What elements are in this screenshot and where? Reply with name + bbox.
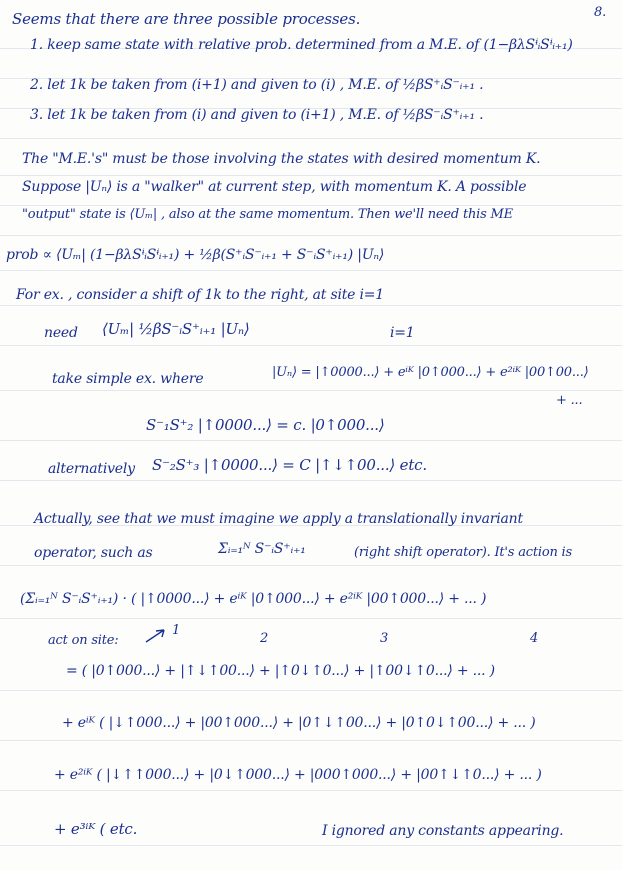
- operator-label: operator, such as: [34, 545, 153, 561]
- probability-formula: prob ∝ ⟨Uₘ| (1−βλSᶤᵢSᶤᵢ₊₁) + ½β(S⁺ᵢS⁻ᵢ₊₁ + S⁻ᵢS⁺ᵢ₊₁) |Uₙ⟩: [6, 247, 385, 263]
- action-label: (right shift operator). It's action is: [354, 545, 572, 560]
- intro-line: Seems that there are three possible processes.: [12, 10, 361, 28]
- arrow-icon: [142, 626, 172, 646]
- site-label: 4: [530, 631, 539, 646]
- paragraph-line: The "M.E.'s" must be those involving the states with desired momentum K.: [22, 151, 541, 167]
- site-label: 2: [260, 631, 269, 646]
- ruled-line: [0, 235, 622, 236]
- process-1: 1. keep same state with relative prob. determined from a M.E. of (1−βλSᶤᵢSᶤᵢ₊₁): [30, 37, 573, 53]
- expansion-row: + eⁱᴷ ( |↓↑000...⟩ + |00↑000...⟩ + |0↑↓↑00...⟩ + |0↑0↓↑00...⟩ + ... ): [62, 715, 536, 731]
- ruled-line: [0, 565, 622, 566]
- ruled-line: [0, 138, 622, 139]
- alternatively-label: alternatively: [48, 461, 135, 477]
- ruled-line: [0, 740, 622, 741]
- ruled-line: [0, 305, 622, 306]
- site-label: 1: [172, 623, 181, 638]
- expansion-row: = ( |0↑000...⟩ + |↑↓↑00...⟩ + |↑0↓↑0...⟩ + |↑00↓↑0...⟩ + ... ): [66, 663, 495, 679]
- expansion-row: + e²ⁱᴷ ( |↓↑↑000...⟩ + |0↓↑000...⟩ + |000↑000...⟩ + |00↑↓↑0...⟩ + ... ): [54, 767, 542, 783]
- ruled-line: [0, 345, 622, 346]
- act-on-site-label: act on site:: [48, 633, 119, 648]
- ruled-line: [0, 790, 622, 791]
- ruled-line: [0, 390, 622, 391]
- s2-s3-action: S⁻₂S⁺₃ |↑0000...⟩ = C |↑↓↑00...⟩ etc.: [152, 456, 427, 474]
- ruled-line: [0, 618, 622, 619]
- site-label: 3: [380, 631, 389, 646]
- need-label: need: [44, 325, 78, 341]
- page-number: 8.: [594, 5, 607, 20]
- expansion-row-etc: + e³ⁱᴷ ( etc.: [54, 820, 138, 838]
- ruled-line: [0, 270, 622, 271]
- ruled-line: [0, 175, 622, 176]
- take-simple-label: take simple ex. where: [52, 371, 204, 387]
- need-formula: ⟨Uₘ| ½βS⁻ᵢS⁺ᵢ₊₁ |Uₙ⟩: [102, 320, 250, 338]
- paragraph-line: "output" state is ⟨Uₘ| , also at the same momentum. Then we'll need this ME: [22, 207, 513, 222]
- actually-line: Actually, see that we must imagine we apply a translationally invariant: [34, 511, 523, 527]
- process-3: 3. let 1k be taken from (i) and given to (i+1) , M.E. of ½βS⁻ᵢS⁺ᵢ₊₁ .: [30, 107, 484, 123]
- closing-note: I ignored any constants appearing.: [322, 823, 564, 839]
- shift-operator-sum: Σᵢ₌₁ᴺ S⁻ᵢS⁺ᵢ₊₁: [218, 541, 306, 557]
- plus-dots: + ...: [556, 393, 583, 408]
- need-site: i=1: [390, 325, 415, 341]
- ruled-line: [0, 480, 622, 481]
- action-formula: (Σᵢ₌₁ᴺ S⁻ᵢS⁺ᵢ₊₁) · ( |↑0000...⟩ + eⁱᴷ |0↑000...⟩ + e²ⁱᴷ |00↑000...⟩ + ... ): [20, 591, 487, 607]
- walker-expansion: |Uₙ⟩ = |↑0000...⟩ + eⁱᴷ |0↑000...⟩ + e²ⁱᴷ |00↑00...⟩: [272, 365, 589, 380]
- ruled-line: [0, 845, 622, 846]
- example-line: For ex. , consider a shift of 1k to the right, at site i=1: [16, 287, 384, 303]
- paragraph-line: Suppose |Uₙ⟩ is a "walker" at current step, with momentum K. A possible: [22, 179, 527, 195]
- ruled-line: [0, 690, 622, 691]
- ruled-line: [0, 440, 622, 441]
- ruled-line: [0, 205, 622, 206]
- process-2: 2. let 1k be taken from (i+1) and given to (i) , M.E. of ½βS⁺ᵢS⁻ᵢ₊₁ .: [30, 77, 484, 93]
- s1-s2-action: S⁻₁S⁺₂ |↑0000...⟩ = c. |0↑000...⟩: [146, 416, 385, 434]
